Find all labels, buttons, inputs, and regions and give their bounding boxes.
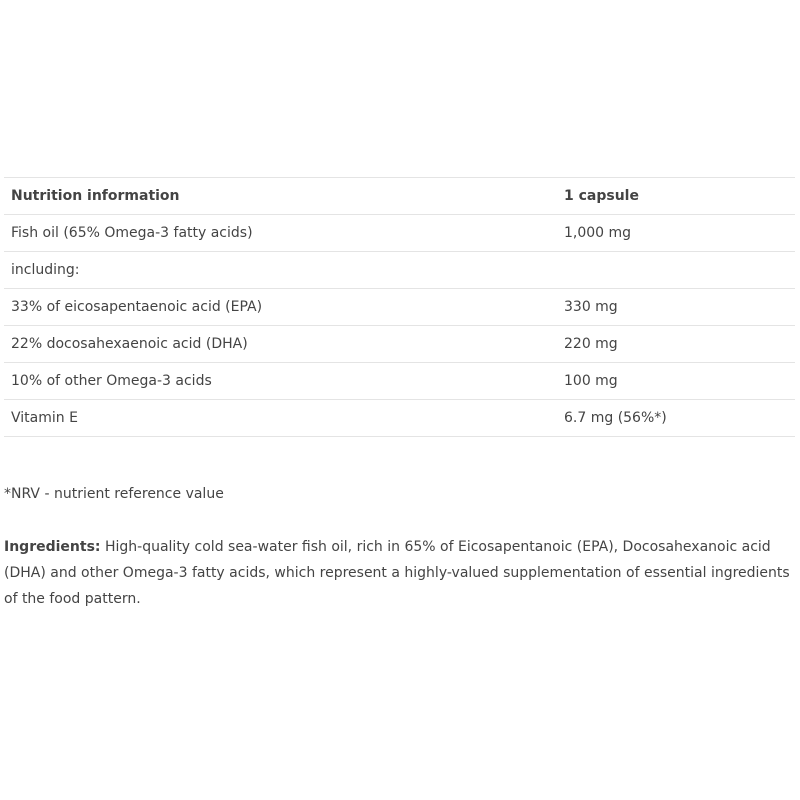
table-row xyxy=(4,326,795,363)
ingredients-paragraph xyxy=(4,534,796,612)
row-label: including: xyxy=(4,252,557,289)
row-label: Fish oil (65% Omega-3 fatty acids) xyxy=(4,215,557,252)
header-serving-size: 1 capsule xyxy=(557,178,795,215)
row-value xyxy=(557,252,795,289)
table-row xyxy=(4,252,795,289)
ingredients-text: High-quality cold sea-water fish oil, rich in 65% of Eicosapentanoic (EPA), Docosahexanoic acid (DHA) and other Omega-3 fatty acids, which represent a highly-valued supplementation of essential ingredients of the food pattern. xyxy=(4,539,790,607)
row-value: 220 mg xyxy=(557,326,795,363)
table-row xyxy=(4,400,795,437)
nutrition-table xyxy=(4,177,795,437)
ingredients-label: Ingredients: xyxy=(4,539,101,555)
nutrition-table-container xyxy=(4,177,796,437)
row-label: 10% of other Omega-3 acids xyxy=(4,363,557,400)
row-value: 6.7 mg (56%*) xyxy=(557,400,795,437)
table-row xyxy=(4,215,795,252)
row-value: 330 mg xyxy=(557,289,795,326)
row-value: 1,000 mg xyxy=(557,215,795,252)
table-row xyxy=(4,289,795,326)
row-label: 22% docosahexaenoic acid (DHA) xyxy=(4,326,557,363)
table-header-row xyxy=(4,178,795,215)
nrv-footnote: *NRV - nutrient reference value xyxy=(4,486,224,502)
row-label: Vitamin E xyxy=(4,400,557,437)
row-value: 100 mg xyxy=(557,363,795,400)
row-label: 33% of eicosapentaenoic acid (EPA) xyxy=(4,289,557,326)
header-nutrition-information: Nutrition information xyxy=(4,178,557,215)
table-row xyxy=(4,363,795,400)
